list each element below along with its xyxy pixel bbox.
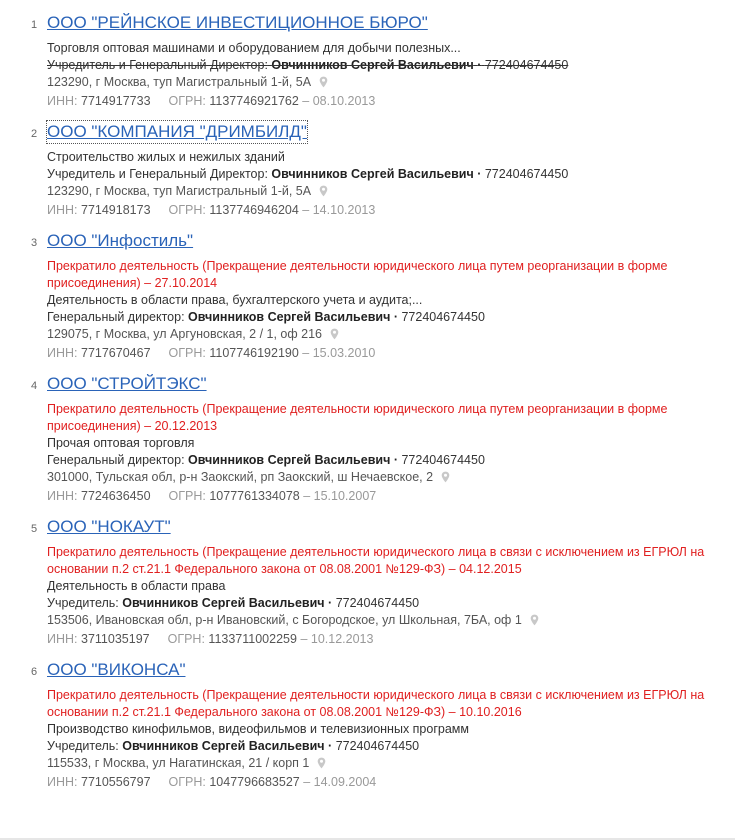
ogrn-label: ОГРН: [168,489,206,503]
company-name-link[interactable]: ООО "НОКАУТ" [47,517,171,536]
company-activity: Деятельность в области права [47,579,226,593]
bullet-separator: · [477,58,482,72]
date-separator: – [300,632,308,646]
company-status: Прекратило деятельность (Прекращение деятельности юридического лица в связи с исключением из ЕГРЮЛ на основании п.2 ст.21.1 Федерального закона от 08.08.2001 №129-ФЗ) – 04.12.2015 [47,545,705,576]
inn-label: ИНН: [47,489,78,503]
company-activity: Торговля оптовая машинами и оборудованием для добычи полезных... [47,41,461,55]
result-number: 2 [31,128,38,140]
map-pin-icon[interactable] [330,328,339,345]
address-line [47,326,721,345]
map-pin-icon[interactable] [319,185,328,202]
company-title-row [47,121,721,149]
ogrn-label: ОГРН: [168,203,206,217]
result-number: 3 [31,237,38,249]
inn-value: 7724636450 [81,489,151,503]
bullet-separator: · [328,739,333,753]
person-inn: 772404674450 [484,167,569,181]
company-title-row [47,230,721,258]
company-status: Прекратило деятельность (Прекращение деятельности юридического лица путем реорганизации в форме присоединения) – 20.12.2013 [47,402,668,433]
company-activity: Деятельность в области права, бухгалтерского учета и аудита;... [47,293,423,307]
company-activity: Производство кинофильмов, видеофильмов и телевизионных программ [47,722,469,736]
company-status: Прекратило деятельность (Прекращение деятельности юридического лица путем реорганизации в форме присоединения) – 27.10.2014 [47,259,668,290]
person-line [47,452,721,469]
company-title-row [47,516,721,544]
address-line [47,469,721,488]
inn-label: ИНН: [47,346,78,360]
person-name[interactable]: Овчинников Сергей Васильевич [271,167,474,181]
ogrn-value: 1047796683527 [209,775,300,789]
inn-label: ИНН: [47,94,78,108]
registration-date: 08.10.2013 [312,94,376,108]
company-address: 153506, Ивановская обл, р-н Ивановский, с Богородское, ул Школьная, 7БА, оф 1 [47,613,522,627]
map-pin-icon[interactable] [319,76,328,93]
registration-line [47,93,721,110]
map-pin-icon[interactable] [441,471,450,488]
company-card [0,516,735,648]
person-name[interactable]: Овчинников Сергей Васильевич [122,596,325,610]
person-role: Учредитель: [47,596,119,610]
inn-label: ИНН: [47,632,78,646]
company-title-row [47,659,721,687]
person-line [47,738,721,755]
company-address: 123290, г Москва, туп Магистральный 1-й, 5А [47,184,312,198]
company-card [0,12,735,110]
registration-line [47,345,721,362]
person-line [47,166,721,183]
company-card [0,659,735,791]
company-card [0,373,735,505]
person-inn: 772404674450 [335,739,420,753]
company-address: 301000, Тульская обл, р-н Заокский, рп Заокский, ш Нечаевское, 2 [47,470,434,484]
map-pin-icon[interactable] [530,614,539,631]
ogrn-value: 1133711002259 [208,632,297,646]
company-activity: Прочая оптовая торговля [47,436,195,450]
company-name-link[interactable]: ООО "Инфостиль" [47,231,194,250]
result-number: 4 [31,380,38,392]
map-pin-icon[interactable] [317,757,326,774]
person-name[interactable]: Овчинников Сергей Васильевич [122,739,325,753]
person-name[interactable]: Овчинников Сергей Васильевич [271,58,474,72]
ogrn-value: 1137746946204 [209,203,299,217]
company-status: Прекратило деятельность (Прекращение деятельности юридического лица в связи с исключением из ЕГРЮЛ на основании п.2 ст.21.1 Федерального закона от 08.08.2001 №129-ФЗ) – 10.10.2016 [47,688,705,719]
registration-date: 15.03.2010 [312,346,376,360]
date-separator: – [303,489,311,503]
person-inn: 772404674450 [335,596,420,610]
registration-line [47,488,721,505]
result-number: 1 [31,19,38,31]
inn-value: 7714917733 [81,94,151,108]
date-separator: – [302,94,310,108]
registration-line [47,631,721,648]
registration-date: 10.12.2013 [310,632,374,646]
company-address: 115533, г Москва, ул Нагатинская, 21 / корп 1 [47,756,310,770]
inn-label: ИНН: [47,775,78,789]
person-role: Учредитель и Генеральный Директор: [47,167,268,181]
address-line [47,183,721,202]
result-number: 6 [31,666,38,678]
inn-label: ИНН: [47,203,78,217]
registration-date: 15.10.2007 [313,489,377,503]
person-name[interactable]: Овчинников Сергей Васильевич [188,453,391,467]
bullet-separator: · [393,453,398,467]
inn-value: 7710556797 [81,775,151,789]
ogrn-label: ОГРН: [167,632,205,646]
person-role: Учредитель и Генеральный Директор: [47,58,268,72]
address-line [47,755,721,774]
person-inn: 772404674450 [484,58,569,72]
result-number: 5 [31,523,38,535]
company-title-row [47,373,721,401]
date-separator: – [303,775,311,789]
ogrn-value: 1137746921762 [209,94,299,108]
company-address: 123290, г Москва, туп Магистральный 1-й, 5А [47,75,312,89]
registration-date: 14.10.2013 [312,203,376,217]
date-separator: – [302,203,310,217]
company-card [0,230,735,362]
person-role: Учредитель: [47,739,119,753]
company-name-link[interactable]: ООО "КОМПАНИЯ "ДРИМБИЛД" [47,122,307,141]
company-name-link[interactable]: ООО "СТРОЙТЭКС" [47,374,207,393]
bullet-separator: · [393,310,398,324]
inn-value: 3711035197 [81,632,150,646]
ogrn-value: 1107746192190 [209,346,299,360]
registration-line [47,774,721,791]
person-inn: 772404674450 [401,310,485,324]
address-line [47,612,721,631]
company-card [0,121,735,219]
registration-date: 14.09.2004 [313,775,377,789]
bullet-separator: · [328,596,333,610]
date-separator: – [302,346,310,360]
bullet-separator: · [477,167,482,181]
company-title-row [47,12,721,40]
person-line [47,309,721,326]
company-name-link[interactable]: ООО "РЕЙНСКОЕ ИНВЕСТИЦИОННОЕ БЮРО" [47,13,428,32]
person-line [47,595,721,612]
person-inn: 772404674450 [401,453,485,467]
ogrn-label: ОГРН: [168,94,206,108]
person-role: Генеральный директор: [47,310,185,324]
registration-line [47,202,721,219]
inn-value: 7714918173 [81,203,151,217]
address-line [47,74,721,93]
person-role: Генеральный директор: [47,453,185,467]
person-line [47,57,721,74]
ogrn-label: ОГРН: [168,346,206,360]
company-activity: Строительство жилых и нежилых зданий [47,150,285,164]
ogrn-value: 1077761334078 [209,489,300,503]
person-name[interactable]: Овчинников Сергей Васильевич [188,310,391,324]
company-name-link[interactable]: ООО "ВИКОНСА" [47,660,186,679]
ogrn-label: ОГРН: [168,775,206,789]
inn-value: 7717670467 [81,346,151,360]
company-address: 129075, г Москва, ул Аргуновская, 2 / 1, оф 216 [47,327,322,341]
